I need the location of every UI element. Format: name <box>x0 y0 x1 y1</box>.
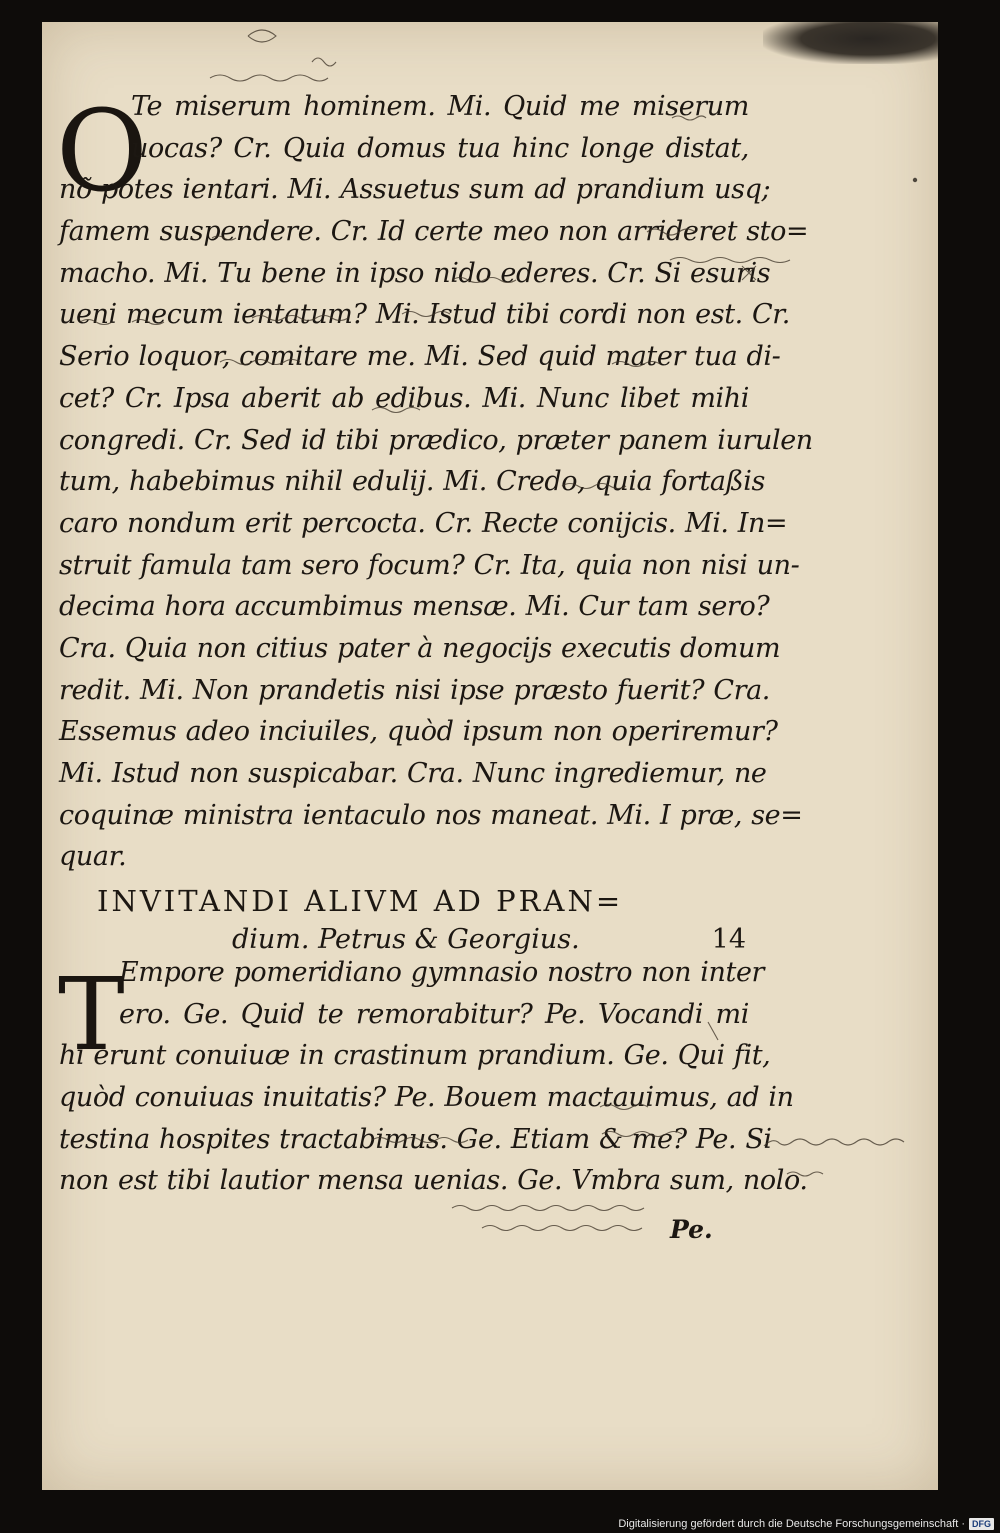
footer-credit <box>618 1518 994 1530</box>
text-line: caro nondum erit percocta. Cr. Recte conijcis. Mi. In= <box>59 507 788 539</box>
text-line: quar. <box>59 841 127 873</box>
catchword: Pe. <box>670 1215 713 1244</box>
page-stain <box>763 22 938 64</box>
dfg-logo: DFG <box>969 1518 994 1530</box>
dialogue-text-first <box>59 86 813 878</box>
text-line: hi erunt conuiuæ in crastinum prandium. Ge. Qui fit, <box>59 1040 771 1072</box>
text-line: coquinæ ministra ientaculo nos maneat. Mi. I præ, se= <box>59 799 803 831</box>
text-line: Cra. Quia non citius pater à negocijs executis domum <box>59 632 781 664</box>
text-line: Empore pomeridiano gymnasio nostro non inter <box>119 957 765 988</box>
text-line: decima hora accumbimus mensæ. Mi. Cur tam sero? <box>59 591 770 623</box>
text-line: non est tibi lautior mensa uenias. Ge. Vmbra sum, nolo. <box>59 1165 808 1197</box>
subheading-text: dium. Petrus & Georgius. <box>232 924 580 955</box>
text-line: struit famula tam sero focum? Cr. Ita, quia non nisi un- <box>59 549 800 581</box>
text-line: Te miserum hominem. Mi. Quid me miserum <box>131 91 749 122</box>
text-line: macho. Mi. Tu bene in ipso nido ederes. Cr. Si esuris <box>59 257 771 289</box>
drop-cap-t: T <box>58 956 125 1073</box>
text-line: tum, habebimus nihil edulij. Mi. Credo, quia fortaßis <box>59 466 765 498</box>
text-line: ueni mecum ientatum? Mi. Istud tibi cordi non est. Cr. <box>59 299 790 331</box>
text-line: ero. Ge. Quid te remorabitur? Pe. Vocandi mi <box>119 998 749 1030</box>
text-line: redit. Mi. Non prandetis nisi ipse præsto fuerit? Cra. <box>59 674 770 706</box>
footer-text: Digitalisierung gefördert durch die Deutsche Forschungsgemeinschaft · <box>618 1518 965 1530</box>
section-heading: INVITANDI ALIVM AD PRAN= <box>97 884 624 918</box>
text-line: quòd conuiuas inuitatis? Pe. Bouem mactauimus, ad in <box>59 1082 794 1114</box>
text-line: nõ potes ientari. Mi. Assuetus sum ad prandium usq; <box>59 174 771 206</box>
text-line: congredi. Cr. Sed id tibi prædico, præter panem iurulen <box>59 424 813 456</box>
text-line: testina hospites tractabimus. Ge. Etiam & me? Pe. Si <box>59 1123 772 1155</box>
text-line: Essemus adeo inciuiles, quòd ipsum non operiremur? <box>59 716 778 748</box>
text-line: uocas? Cr. Quia domus tua hinc longe distat, <box>131 132 749 164</box>
text-line: famem suspendere. Cr. Id certe meo non arrideret sto= <box>59 216 809 248</box>
section-subheading <box>232 924 752 955</box>
drop-cap-o: O <box>56 87 148 217</box>
dialogue-text-second <box>59 952 808 1202</box>
book-page <box>42 22 938 1490</box>
text-line: cet? Cr. Ipsa aberit ab edibus. Mi. Nunc libet mihi <box>59 382 749 414</box>
text-line: Mi. Istud non suspicabar. Cra. Nunc ingrediemur, ne <box>59 758 767 789</box>
section-number: 14 <box>711 924 746 955</box>
text-line: Serio loquor, comitare me. Mi. Sed quid mater tua di- <box>59 341 781 373</box>
